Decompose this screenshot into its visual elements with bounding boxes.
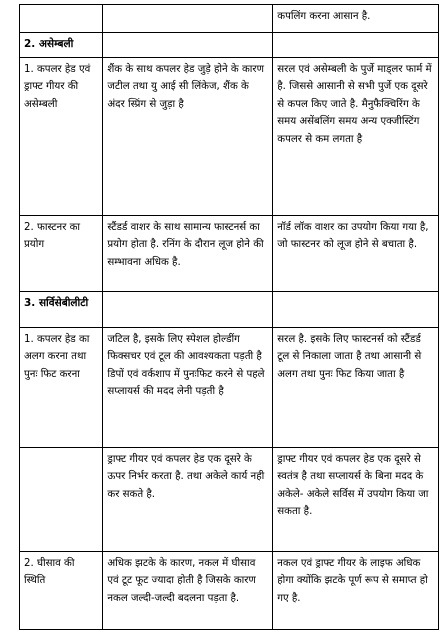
table-row [20,327,439,447]
proposed-cell: सरल एवं असेम्बली के पुर्जे माड्लर फार्म में है. जिससे आसानी से सभी पुर्जे एक दूसरे से कपल किए जाते है. मैनुफैक्चिरिंग के समय असेंबलिंग समय अन्य एक्जीस्टिंग कपलर से कम लगता है [273,57,439,215]
table-row [20,5,439,33]
existing-cell: स्टैंडर्ड वाशर के साथ सामान्य फास्टनर्स का प्रयोग होता है. रनिंग के दौरान लूज होने की सम्भावना अधिक है. [103,215,273,291]
proposed-cell: नकल एवं ड्राफ्ट गीयर के लाइफ अधिक होगा क्योंकि झटके पूर्ण रूप से समाप्त हो गए है. [273,551,439,629]
item-cell: 2. फास्टनर का प्रयोग [20,215,103,291]
proposed-cell: ड्राफ्ट गीयर एवं कपलर हेड एक दूसरे से स्वतंत्र है तथा सप्लायर्स के बिना मदद के अकेले- अकेले सर्विस में उपयोग किया जा सकता है. [273,447,439,551]
table-row [20,551,439,629]
proposed-cell: सरल है. इसके लिए फास्टनर्स को स्टैंडर्ड टूल से निकाला जाता है तथा आसानी से अलग तथा पुनः फिट किया जाता है [273,327,439,447]
table-row [20,57,439,215]
existing-cell: ड्राफ्ट गीयर एवं कपलर हेड एक दूसरे के ऊपर निर्भर करता है. तथा अकेले कार्य नही कर सकते है. [103,447,273,551]
item-cell [20,447,103,551]
table-cell [273,291,439,327]
section-heading: 2. असेम्बली [20,33,103,58]
item-cell: 1. कपलर हेड का अलग करना तथा पुनः फिट करना [20,327,103,447]
table-cell [20,5,103,33]
table-cell [103,5,273,33]
table-cell [103,33,273,58]
proposed-cell: नॉर्ड लॉक वाशर का उपयोग किया गया है, जो फास्टनर को लूज होने से बचाता है. [273,215,439,291]
table-row [20,447,439,551]
item-cell: 1. कपलर हेड एवं ड्राफ्ट गीयर की असेम्बली [20,57,103,215]
table-cell [103,291,273,327]
comparison-table [19,4,439,630]
item-cell: 2. घीसाव की स्थिति [20,551,103,629]
existing-cell: अधिक झटके के कारण, नकल में घीसाव एवं टूट फूट ज्यादा होती है जिसके कारण नकल जल्दी-जल्दी बदलना पड़ता है. [103,551,273,629]
table-row [20,215,439,291]
existing-cell: शैंक के साथ कपलर हेड जुड़े होने के कारण जटील तथा यु आई सी लिंकेज, शैंक के अंदर स्प्रिंग से जुड़ा है [103,57,273,215]
section-header-row [20,33,439,58]
section-header-row [20,291,439,327]
existing-cell: जटिल है, इसके लिए स्पेशल होल्डींग फिक्सचर एवं टूल की आवश्यकता पड़ती है डिपों एवं वर्कशाप में पुनःफिट करने से पहले सप्लायर्स की मदद लेनी पड़ती है [103,327,273,447]
section-heading: 3. सर्विसेबीलीटी [20,291,103,327]
table-cell [273,33,439,58]
table-cell: कपलिंग करना आसान है. [273,5,439,33]
